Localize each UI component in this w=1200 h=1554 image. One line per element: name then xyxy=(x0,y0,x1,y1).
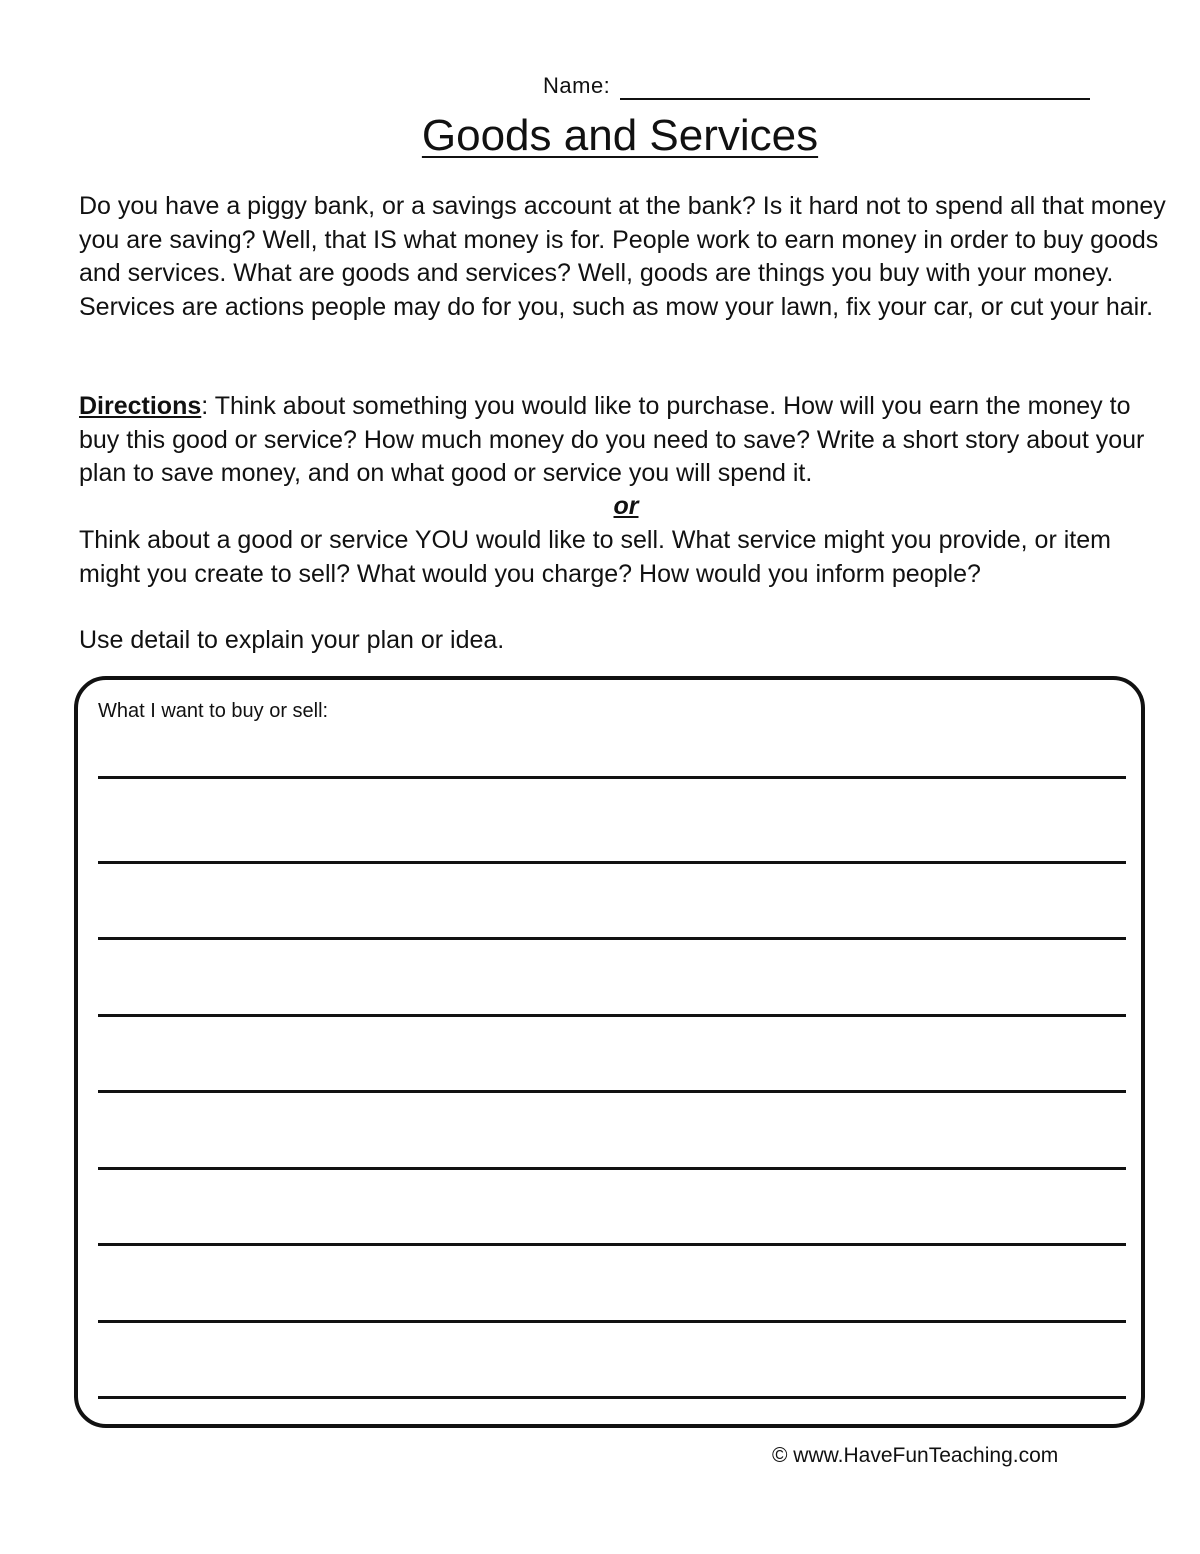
writing-line[interactable] xyxy=(98,1090,1126,1093)
directions-paragraph xyxy=(79,390,1174,491)
use-detail-instruction: Use detail to explain your plan or idea. xyxy=(79,626,505,654)
page-title: Goods and Services xyxy=(421,111,819,160)
writing-line[interactable] xyxy=(98,937,1126,940)
writing-line[interactable] xyxy=(98,776,1126,779)
name-write-line[interactable] xyxy=(620,76,1090,100)
directions-label: Directions xyxy=(79,392,202,420)
writing-line[interactable] xyxy=(98,861,1126,864)
directions-text: : Think about something you would like to purchase. How will you earn the money to buy this good or service? How much money do you need to save? Write a short story about your plan to save money, and on what good or service you will spend it. xyxy=(79,392,1145,487)
intro-paragraph: Do you have a piggy bank, or a savings account at the bank? Is it hard not to spend all that money you are saving? Well, that IS what money is for. People work to earn money in order to buy goods and services. What are goods and services? Well, goods are things you buy with your money. Services are actions people may do for you, such as mow your lawn, fix your car, or cut your hair. xyxy=(79,192,1166,321)
writing-line[interactable] xyxy=(98,1396,1126,1399)
writing-line[interactable] xyxy=(98,1243,1126,1246)
copyright-footer: © www.HaveFunTeaching.com xyxy=(772,1444,1059,1467)
or-divider: or xyxy=(613,492,639,520)
alternative-paragraph: Think about a good or service YOU would like to sell. What service might you provide, or item might you create to sell? What would you charge? How would you inform people? xyxy=(79,526,1111,588)
name-field-row xyxy=(543,72,1090,100)
answer-box-label: What I want to buy or sell: xyxy=(98,700,329,722)
name-label: Name: xyxy=(543,73,611,98)
writing-line[interactable] xyxy=(98,1320,1126,1323)
writing-line[interactable] xyxy=(98,1014,1126,1017)
answer-box xyxy=(74,676,1145,1428)
writing-line[interactable] xyxy=(98,1167,1126,1170)
